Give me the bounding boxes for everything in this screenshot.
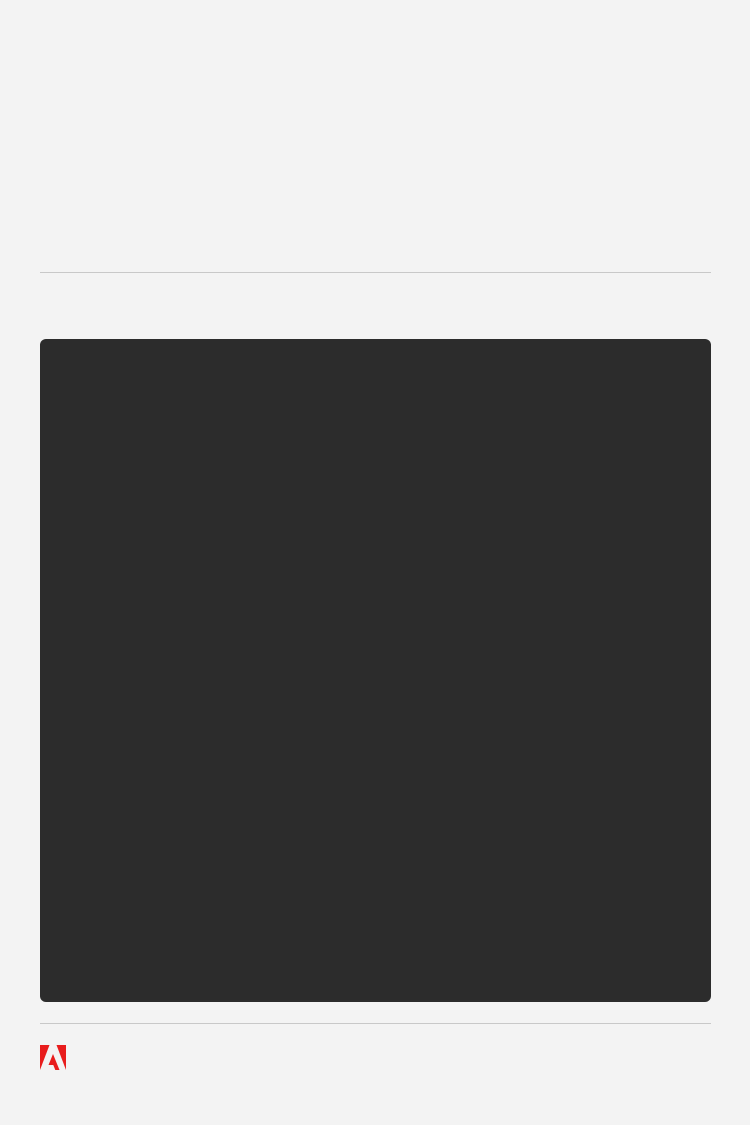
ranking-table bbox=[40, 339, 711, 1002]
column-header-icons bbox=[0, 292, 750, 324]
divider bbox=[40, 272, 711, 273]
divider bbox=[40, 1023, 711, 1024]
category-cards bbox=[40, 119, 711, 252]
adobe-logo-icon bbox=[40, 1045, 66, 1070]
